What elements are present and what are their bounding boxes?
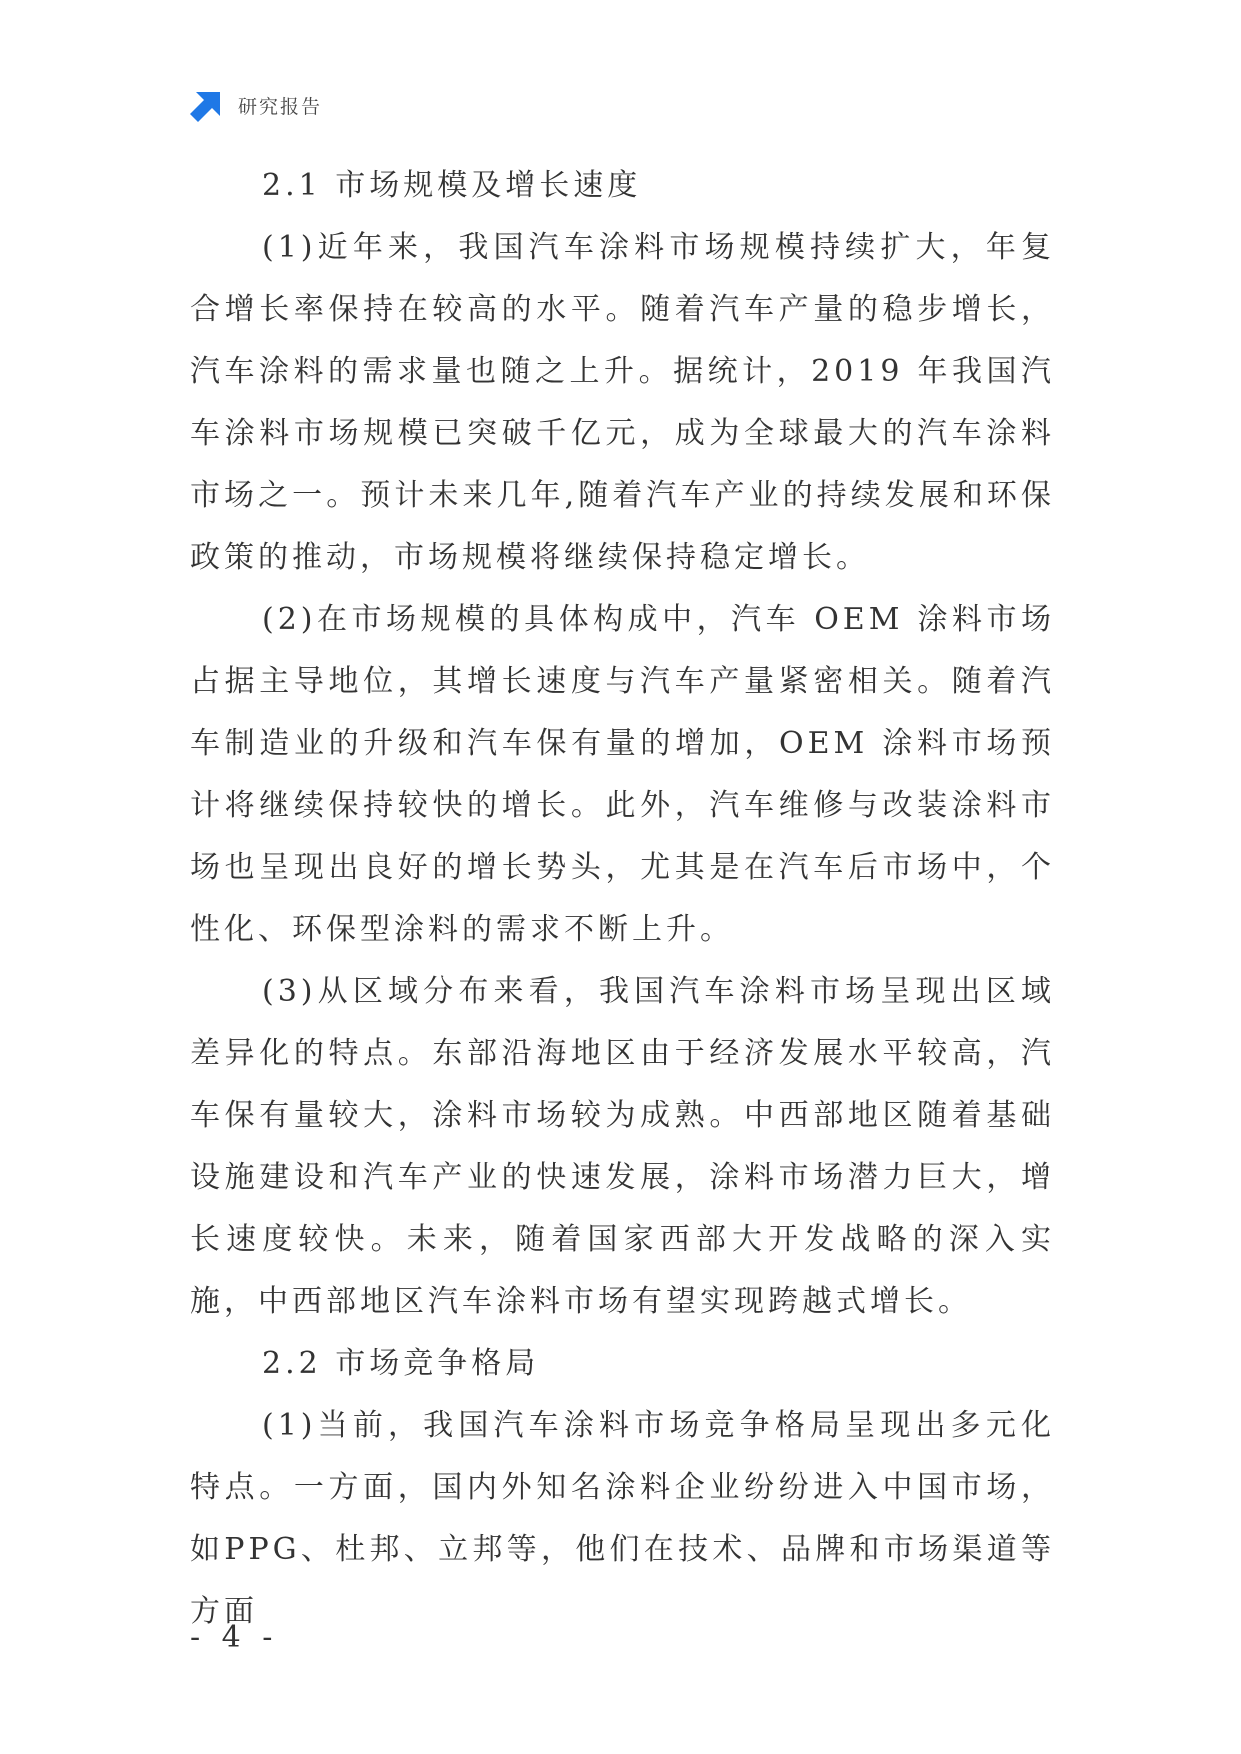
section-heading-2-1: 2.1 市场规模及增长速度 <box>262 168 642 203</box>
header-label: 研究报告 <box>238 95 323 118</box>
paragraph: (1)当前，我国汽车涂料市场竞争格局呈现出多元化特点。一方面，国内外知名涂料企业纷纷进入中国市场，如PPG、杜邦、立邦等，他们在技术、品牌和市场渠道等方面 <box>190 1408 1055 1629</box>
page-number: - 4 - <box>190 1620 279 1655</box>
report-header <box>190 88 322 122</box>
paragraph: (2)在市场规模的具体构成中，汽车 OEM 涂料市场占据主导地位，其增长速度与汽车产量紧密相关。随着汽车制造业的升级和汽车保有量的增加，OEM 涂料市场预计将继续保持较快的增长。此外，汽车维修与改装涂料市场也呈现出良好的增长势头，尤其是在汽车后市场中，个性化、环保型涂料的需求不断上升。 <box>190 602 1055 947</box>
arrow-up-right-icon <box>190 88 224 122</box>
body-text <box>190 155 1055 1643</box>
section-heading-2-2: 2.2 市场竞争格局 <box>262 1346 540 1381</box>
paragraph: (3)从区域分布来看，我国汽车涂料市场呈现出区域差异化的特点。东部沿海地区由于经济发展水平较高，汽车保有量较大，涂料市场较为成熟。中西部地区随着基础设施建设和汽车产业的快速发展，涂料市场潜力巨大，增长速度较快。未来，随着国家西部大开发战略的深入实施，中西部地区汽车涂料市场有望实现跨越式增长。 <box>190 974 1055 1319</box>
paragraph: (1)近年来，我国汽车涂料市场规模持续扩大，年复合增长率保持在较高的水平。随着汽车产量的稳步增长，汽车涂料的需求量也随之上升。据统计，2019 年我国汽车涂料市场规模已突破千亿元，成为全球最大的汽车涂料市场之一。预计未来几年,随着汽车产业的持续发展和环保政策的推动，市场规模将继续保持稳定增长。 <box>190 230 1055 575</box>
